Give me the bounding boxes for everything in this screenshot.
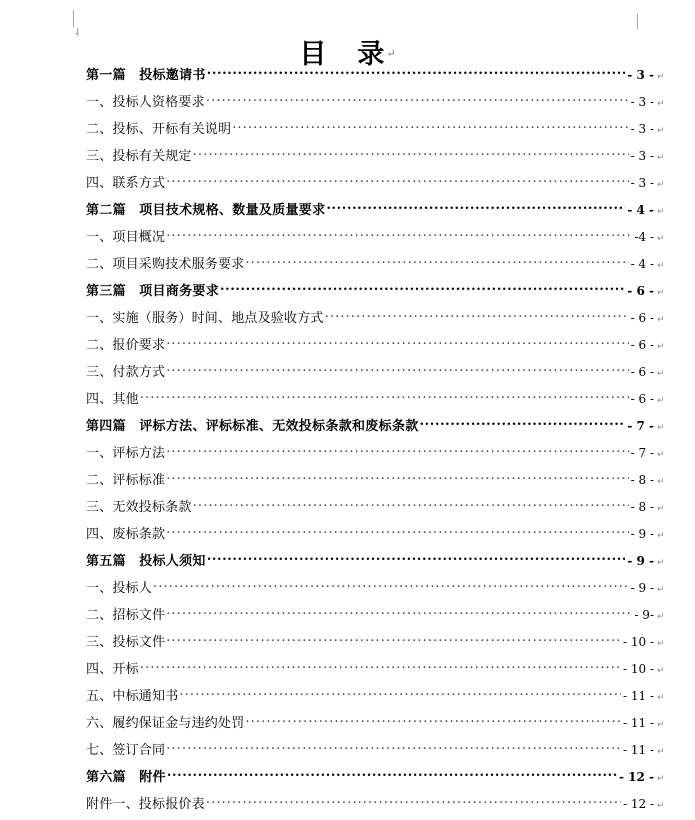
toc-dot-leader (166, 444, 628, 457)
toc-entry[interactable] (86, 199, 671, 226)
toc-entry-label: 一、实施（服务）时间、地点及验收方式 (86, 311, 324, 326)
paragraph-mark-icon: ↵ (657, 288, 665, 298)
toc-dot-leader (220, 282, 625, 295)
toc-dot-leader (166, 228, 632, 241)
toc-entry[interactable] (86, 793, 671, 820)
toc-entry[interactable] (86, 685, 671, 712)
paragraph-mark-icon: ↵ (657, 531, 665, 541)
toc-entry[interactable] (86, 631, 671, 658)
toc-dot-leader (166, 336, 628, 349)
toc-entry-page-number: - 8 - (630, 473, 654, 487)
toc-dot-leader (207, 552, 626, 565)
paragraph-mark-icon: ↵ (657, 504, 665, 514)
toc-dot-leader (245, 255, 628, 268)
toc-entry[interactable] (86, 658, 671, 685)
paragraph-mark-icon: ↵ (657, 234, 665, 244)
toc-dot-leader (166, 471, 628, 484)
toc-entry-page-number: - 3 - (630, 122, 654, 136)
toc-entry-page-number: - 6 - (630, 365, 654, 379)
toc-entry[interactable] (86, 280, 671, 307)
toc-entry-page-number: - 11 - (622, 743, 654, 757)
toc-entry[interactable] (86, 64, 671, 91)
toc-entry-label: 第三篇 项目商务要求 (86, 284, 220, 299)
toc-entry-page-number: - 11 - (622, 716, 654, 730)
paragraph-mark-icon: ↵ (657, 207, 665, 217)
paragraph-mark-icon: ↵ (657, 720, 665, 730)
toc-entry[interactable] (86, 604, 671, 631)
toc-dot-leader (420, 417, 626, 430)
toc-entry-page-number: - 9 - (630, 581, 654, 595)
paragraph-mark-icon: ↵ (657, 801, 665, 811)
toc-entry-page-number: - 10 - (622, 662, 654, 676)
toc-entry-label: 一、投标人资格要求 (86, 95, 205, 110)
toc-entry-page-number: -4 - (634, 230, 654, 244)
toc-entry-label: 四、联系方式 (86, 176, 166, 191)
right-margin-mark (637, 14, 638, 29)
toc-entry-label: 第一篇 投标邀请书 (86, 68, 206, 83)
paragraph-mark-icon: ↵ (657, 99, 665, 109)
toc-entry-label: 四、废标条款 (86, 527, 166, 542)
toc-entry-page-number: - 6 - (630, 392, 654, 406)
paragraph-mark-icon: ↵ (657, 612, 665, 622)
paragraph-mark-icon: ↵ (657, 585, 665, 595)
toc-entry-page-number: - 12 - (622, 797, 654, 811)
toc-entry[interactable] (86, 739, 671, 766)
toc-dot-leader (140, 660, 621, 673)
toc-entry-label: 第五篇 投标人须知 (86, 554, 206, 569)
toc-dot-leader (166, 525, 628, 538)
paragraph-mark-icon: ↵ (657, 180, 665, 190)
toc-dot-leader (166, 741, 621, 754)
toc-entry[interactable] (86, 253, 671, 280)
toc-entry-label: 七、签订合同 (86, 743, 166, 758)
toc-dot-leader (193, 498, 629, 511)
stray-mark: .| (75, 27, 79, 36)
toc-dot-leader (326, 201, 625, 214)
toc-dot-leader (166, 606, 632, 619)
toc-entry-page-number: - 3 - (630, 95, 654, 109)
paragraph-mark-icon: ↵ (657, 423, 665, 433)
toc-entry-label: 五、中标通知书 (86, 689, 179, 704)
toc-entry-page-number: - 3 - (627, 68, 654, 82)
page-title-text: 目 录 (299, 39, 387, 70)
toc-entry-label: 第六篇 附件 (86, 770, 166, 785)
paragraph-mark-icon: ↵ (657, 666, 665, 676)
toc-entry-label: 三、付款方式 (86, 365, 166, 380)
toc-entry-label: 二、招标文件 (86, 608, 166, 623)
toc-entry[interactable] (86, 172, 671, 199)
toc-dot-leader (206, 93, 629, 106)
toc-entry-page-number: - 4 - (627, 203, 654, 217)
toc-entry[interactable] (86, 145, 671, 172)
toc-dot-leader (325, 309, 629, 322)
toc-dot-leader (193, 147, 629, 160)
paragraph-mark-icon: ↵ (657, 369, 665, 379)
paragraph-mark-icon: ↵ (657, 747, 665, 757)
toc-entry-label: 附件一、投标报价表 (86, 797, 205, 812)
toc-entry[interactable] (86, 361, 671, 388)
toc-entry[interactable] (86, 523, 671, 550)
paragraph-mark-icon: ↵ (657, 450, 665, 460)
toc-entry[interactable] (86, 334, 671, 361)
toc-entry-label: 第四篇 评标方法、评标标准、无效投标条款和废标条款 (86, 419, 419, 434)
toc-dot-leader (207, 66, 626, 79)
table-of-contents (86, 64, 671, 820)
toc-entry[interactable] (86, 388, 671, 415)
toc-entry-page-number: - 6 - (630, 338, 654, 352)
toc-dot-leader (206, 795, 621, 808)
toc-dot-leader (153, 579, 629, 592)
toc-entry-label: 一、评标方法 (86, 446, 166, 461)
toc-entry[interactable] (86, 118, 671, 145)
toc-entry[interactable] (86, 91, 671, 118)
paragraph-mark-icon: ↵ (657, 774, 665, 784)
toc-dot-leader (166, 363, 628, 376)
paragraph-mark-icon: ↵ (657, 639, 665, 649)
toc-entry[interactable] (86, 442, 671, 469)
toc-entry-label: 第二篇 项目技术规格、数量及质量要求 (86, 203, 326, 218)
paragraph-mark-icon: ↵ (657, 396, 665, 406)
toc-entry[interactable] (86, 766, 671, 793)
toc-entry-page-number: - 9- (634, 608, 654, 622)
toc-dot-leader (166, 633, 621, 646)
toc-entry-label: 二、报价要求 (86, 338, 166, 353)
paragraph-mark-icon: ↵ (657, 153, 665, 163)
toc-entry-label: 二、评标标准 (86, 473, 166, 488)
toc-entry[interactable] (86, 469, 671, 496)
toc-dot-leader (166, 174, 628, 187)
toc-entry-label: 一、项目概况 (86, 230, 166, 245)
toc-entry-label: 二、投标、开标有关说明 (86, 122, 232, 137)
toc-entry[interactable] (86, 307, 671, 334)
toc-dot-leader (245, 714, 621, 727)
paragraph-mark-icon: ↵ (657, 342, 665, 352)
toc-entry-page-number: - 3 - (630, 149, 654, 163)
toc-entry-page-number: - 9 - (627, 554, 654, 568)
paragraph-mark-icon: ↵ (657, 558, 665, 568)
toc-entry-label: 三、投标有关规定 (86, 149, 192, 164)
toc-entry-label: 六、履约保证金与违约处罚 (86, 716, 245, 731)
toc-entry-label: 三、无效投标条款 (86, 500, 192, 515)
paragraph-mark-icon: ↵ (657, 72, 665, 82)
toc-entry[interactable] (86, 226, 671, 253)
paragraph-mark-icon: ↵ (386, 47, 396, 60)
toc-entry-page-number: - 8 - (630, 500, 654, 514)
toc-entry[interactable] (86, 550, 671, 577)
toc-entry-label: 四、其他 (86, 392, 139, 407)
toc-entry-page-number: - 11 - (622, 689, 654, 703)
toc-entry-page-number: - 4 - (630, 257, 654, 271)
toc-entry-label: 一、投标人 (86, 581, 153, 596)
toc-entry-page-number: - 6 - (630, 311, 654, 325)
toc-dot-leader (179, 687, 621, 700)
toc-entry-page-number: - 3 - (630, 176, 654, 190)
paragraph-mark-icon: ↵ (657, 477, 665, 487)
toc-dot-leader (232, 120, 628, 133)
toc-entry-page-number: - 9 - (630, 527, 654, 541)
toc-entry-label: 四、开标 (86, 662, 139, 677)
toc-entry-page-number: - 10 - (622, 635, 654, 649)
toc-entry[interactable] (86, 577, 671, 604)
toc-entry-label: 二、项目采购技术服务要求 (86, 257, 245, 272)
toc-entry-page-number: - 6 - (627, 284, 654, 298)
toc-entry-page-number: - 12 - (618, 770, 654, 784)
toc-entry-page-number: - 7 - (630, 446, 654, 460)
toc-entry-label: 三、投标文件 (86, 635, 166, 650)
toc-entry[interactable] (86, 496, 671, 523)
paragraph-mark-icon: ↵ (657, 126, 665, 136)
paragraph-mark-icon: ↵ (657, 261, 665, 271)
toc-dot-leader (140, 390, 629, 403)
toc-dot-leader (167, 768, 617, 781)
paragraph-mark-icon: ↵ (657, 693, 665, 703)
left-margin-mark (73, 10, 74, 27)
paragraph-mark-icon: ↵ (657, 315, 665, 325)
toc-entry[interactable] (86, 712, 671, 739)
toc-entry-page-number: - 7 - (627, 419, 654, 433)
toc-entry[interactable] (86, 415, 671, 442)
